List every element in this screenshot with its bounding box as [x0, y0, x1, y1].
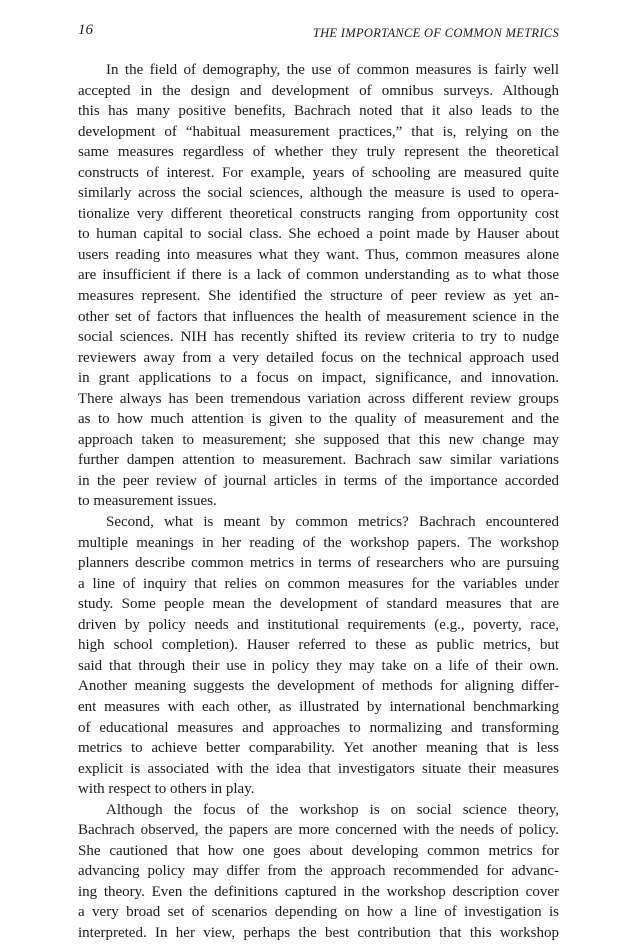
- paragraph-line: advancing policy may differ from the approach recommended for advanc-: [78, 863, 559, 880]
- paragraph-line: further dampen attention to measurement. Bachrach saw similar variations: [78, 452, 559, 469]
- paragraph-line: ent measures with each other, as illustrated by international benchmarking: [78, 698, 559, 715]
- paragraph-line: with respect to others in play.: [78, 781, 255, 798]
- paragraph-line: said that through their use in policy they may take on a life of their own.: [78, 657, 559, 674]
- paragraph-line: same measures regardless of whether they truly represent the theoretical: [78, 144, 559, 161]
- paragraph-line: approach taken to measurement; she supposed that this new change may: [78, 431, 559, 448]
- paragraph-line: multiple meanings in her reading of the workshop papers. The workshop: [78, 534, 559, 551]
- paragraph-line: tionalize very different theoretical constructs ranging from opportunity cost: [78, 205, 559, 222]
- paragraph-line: in grant applications to a focus on impact, significance, and innovation.: [78, 370, 559, 387]
- paragraph-line: to human capital to social class. She echoed a point made by Hauser about: [78, 226, 559, 243]
- running-header: [78, 22, 559, 44]
- paragraph-line: driven by policy needs and institutional requirements (e.g., poverty, race,: [78, 616, 559, 633]
- paragraph-line: social sciences. NIH has recently shifted its review criteria to try to nudge: [78, 329, 559, 346]
- paragraph-line: interpreted. In her view, perhaps the best contribution that this workshop: [78, 924, 559, 941]
- paragraph-line: study. Some people mean the development of standard measures that are: [78, 596, 559, 613]
- paragraph-line: constructs of interest. For example, years of schooling are measured quite: [78, 164, 559, 181]
- paragraph-line: in the peer review of journal articles in terms of the importance accorded: [78, 472, 559, 489]
- paragraph-line: a line of inquiry that relies on common measures for the variables under: [78, 575, 559, 592]
- paragraph-line: other set of factors that influences the health of measurement science in the: [78, 308, 559, 325]
- paragraph-line: metrics to achieve better comparability. Yet another meaning that is less: [78, 740, 559, 757]
- paragraph-line: reviewers away from a very detailed focus on the technical approach used: [78, 349, 559, 366]
- running-title: THE IMPORTANCE OF COMMON METRICS: [312, 26, 559, 40]
- paragraph-line: Second, what is meant by common metrics? Bachrach encountered: [106, 514, 559, 531]
- paragraph-line: of educational measures and approaches to normalizing and transforming: [78, 719, 559, 736]
- paragraph-line: Bachrach observed, the papers are more concerned with the needs of policy.: [78, 822, 559, 839]
- paragraph-line: high school completion). Hauser referred to these as public metrics, but: [78, 637, 559, 654]
- paragraph-line: to measurement issues.: [78, 493, 217, 510]
- paragraph-line: users reading into measures what they want. Thus, common measures alone: [78, 246, 559, 263]
- page-number: 16: [78, 22, 93, 38]
- paragraph-line: Although the focus of the workshop is on social science theory,: [106, 801, 559, 818]
- paragraph-line: as to how much attention is given to the quality of measurement and the: [78, 411, 559, 428]
- paragraph-line: explicit is associated with the idea that investigators situate their measures: [78, 760, 559, 777]
- paragraph-line: There always has been tremendous variation across different review groups: [78, 390, 559, 407]
- paragraph-line: In the field of demography, the use of common measures is fairly well: [106, 62, 559, 78]
- body-text: [78, 60, 559, 944]
- paragraph-line: similarly across the social sciences, although the measure is used to opera-: [78, 185, 559, 202]
- paragraph-line: are insufficient if there is a lack of common understanding as to what those: [78, 267, 559, 284]
- paragraph-line: measures represent. She identified the structure of peer review as yet an-: [78, 288, 559, 305]
- paragraph-line: Another meaning suggests the development of methods for aligning differ-: [78, 678, 559, 695]
- paragraph-line: planners describe common metrics in terms of researchers who are pursuing: [78, 555, 559, 572]
- paragraph-line: ing theory. Even the definitions captured in the workshop description cover: [78, 883, 559, 900]
- paragraph-line: She cautioned that how one goes about developing common metrics for: [78, 842, 559, 859]
- paragraph-line: development of “habitual measurement practices,” that is, relying on the: [78, 123, 559, 140]
- paragraph-line: this has many positive benefits, Bachrach noted that it also leads to the: [78, 103, 559, 120]
- paragraph-line: a very broad set of scenarios depending on how a line of investigation is: [78, 904, 559, 921]
- paragraph-line: accepted in the design and development of omnibus surveys. Although: [78, 82, 559, 99]
